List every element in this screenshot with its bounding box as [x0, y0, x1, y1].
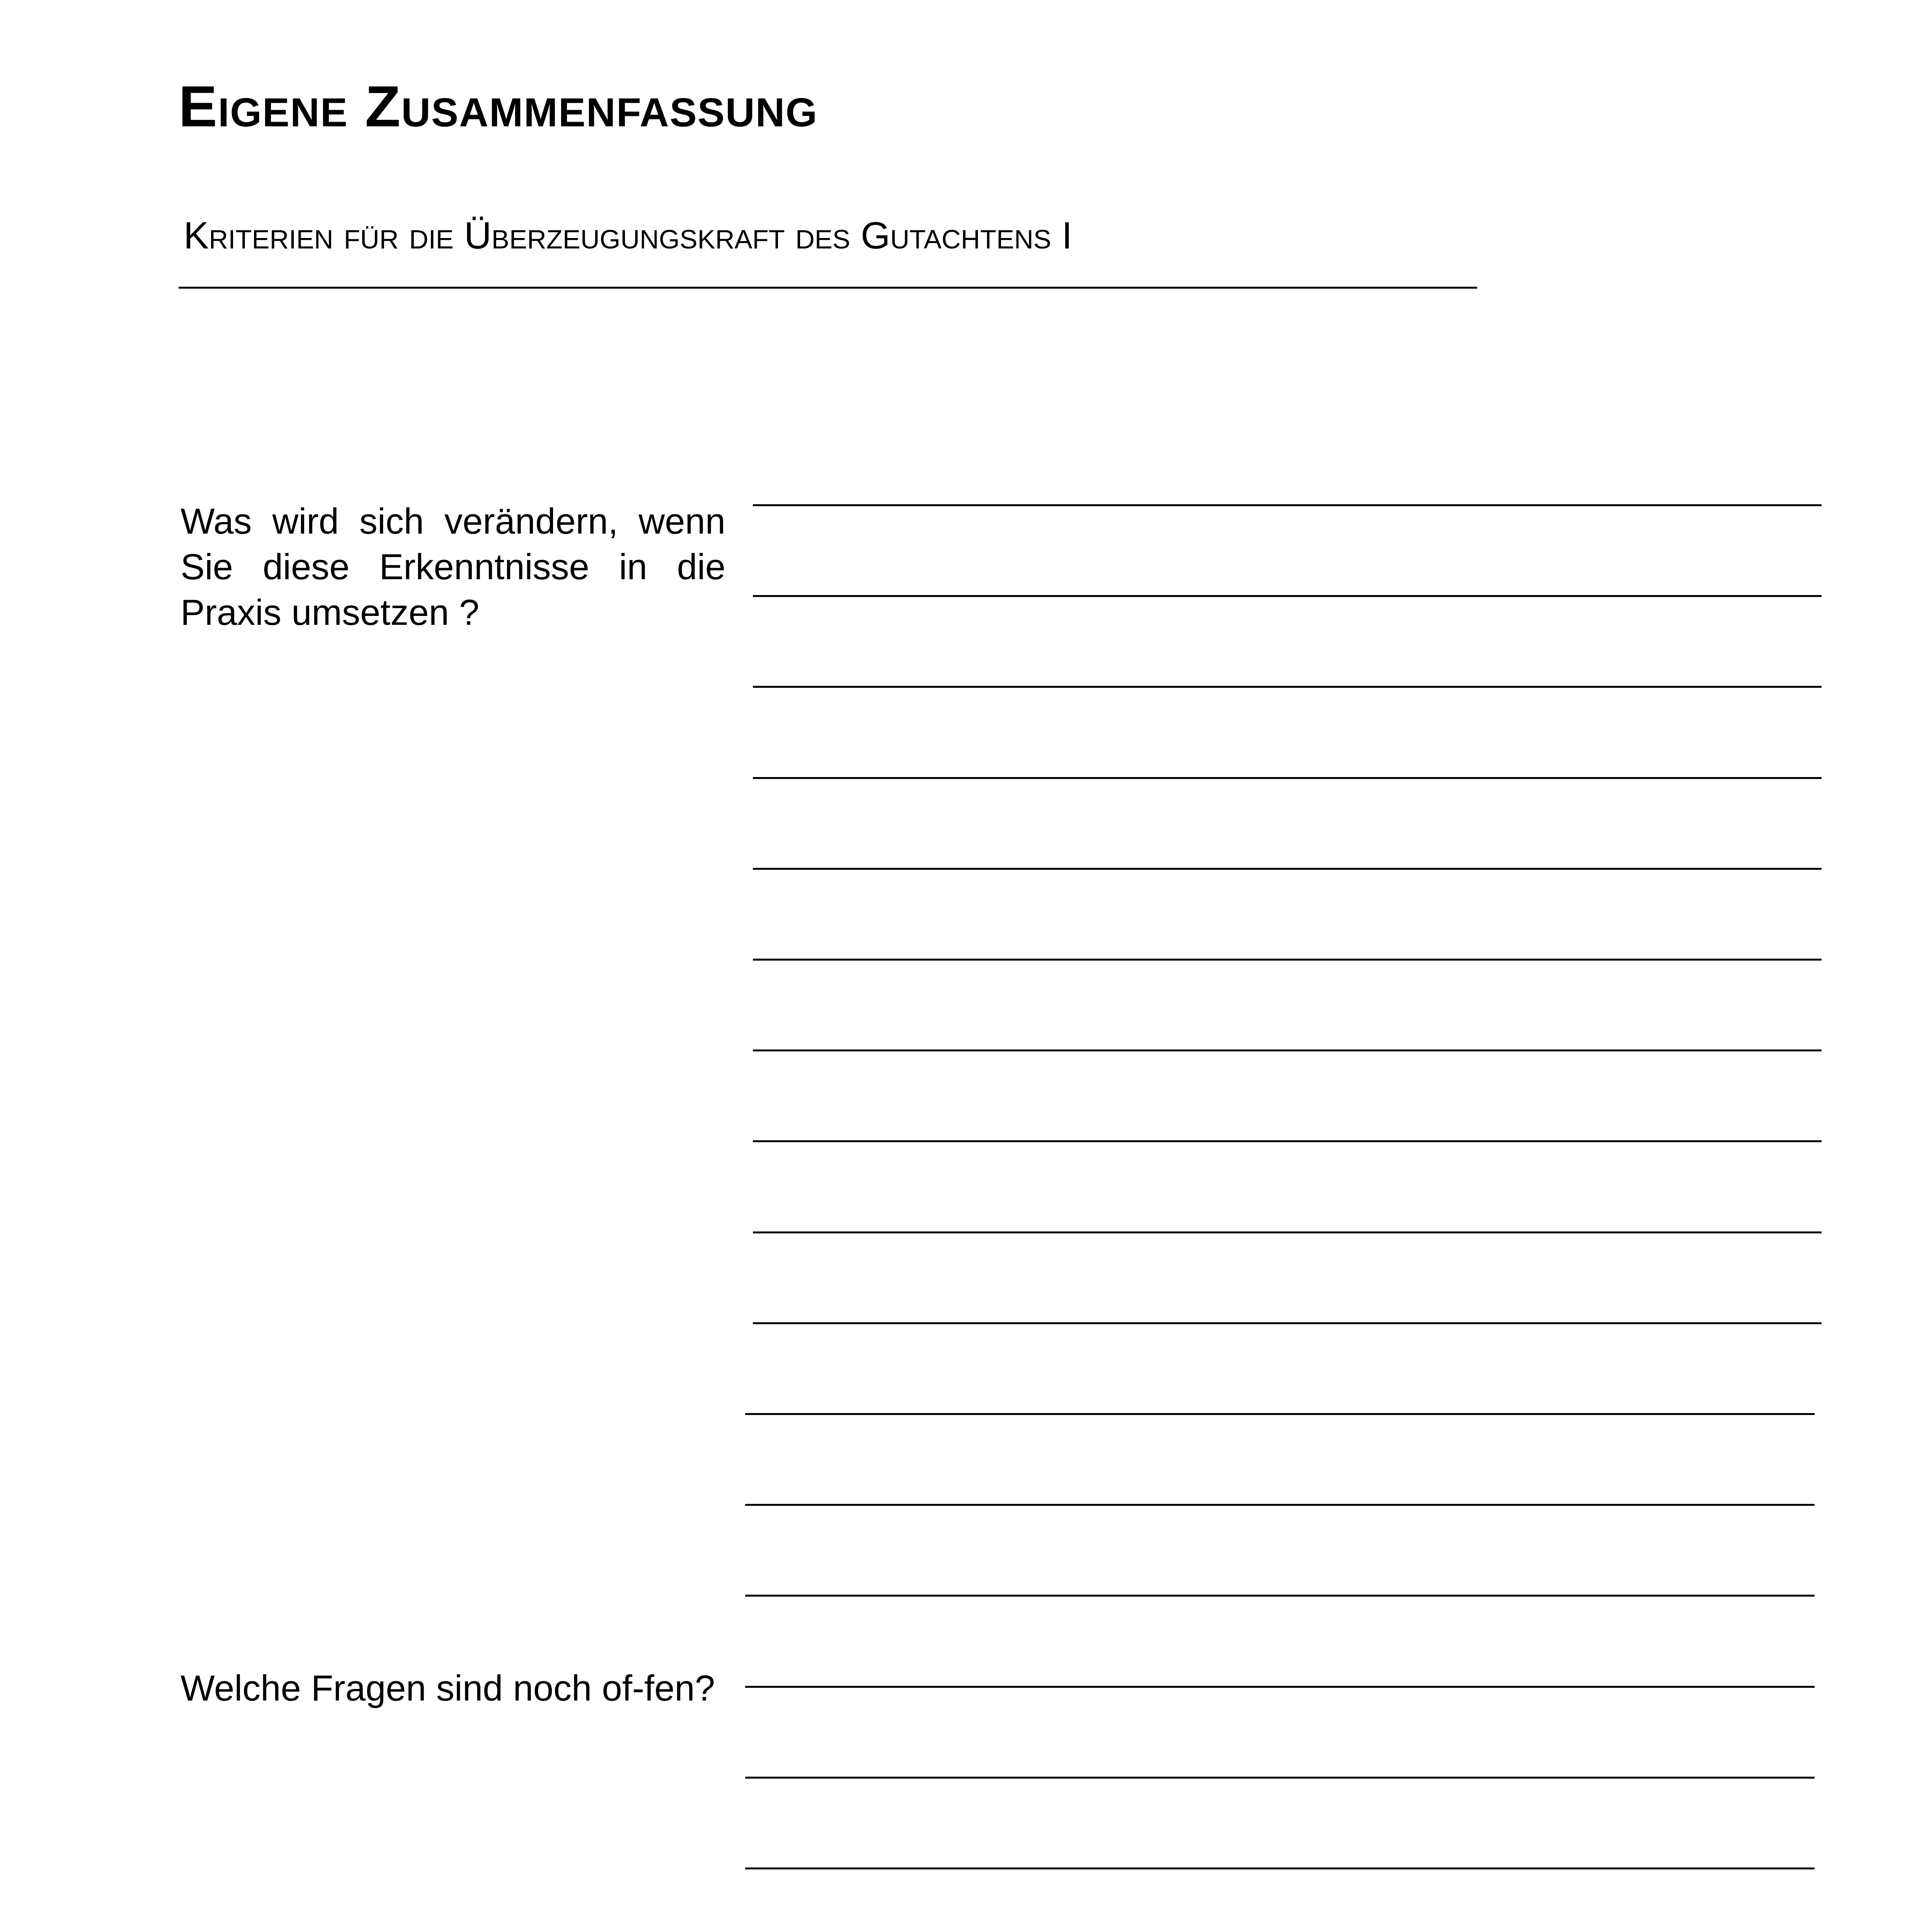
answer-line[interactable]: [753, 777, 1822, 779]
question-open-questions: Welche Fragen sind noch of-fen?: [180, 1668, 715, 1708]
answer-line[interactable]: [753, 1140, 1822, 1142]
answer-line[interactable]: [745, 1867, 1815, 1869]
answer-line[interactable]: [753, 868, 1822, 870]
page-title: Eigene Zusammenfassung: [179, 74, 818, 139]
subtitle-underline: [179, 287, 1477, 289]
section-subtitle: Kriterien für die Überzeugungskraft des Gutachtens I: [184, 214, 1073, 257]
answer-line[interactable]: [753, 595, 1822, 597]
answer-line[interactable]: [753, 959, 1822, 961]
answer-line[interactable]: [745, 1686, 1815, 1688]
answer-line[interactable]: [753, 1231, 1822, 1233]
answer-line[interactable]: [745, 1413, 1815, 1415]
answer-line[interactable]: [753, 686, 1822, 688]
answer-line[interactable]: [753, 1049, 1822, 1051]
answer-line[interactable]: [753, 504, 1822, 506]
answer-line[interactable]: [745, 1777, 1815, 1779]
answer-line[interactable]: [745, 1595, 1815, 1597]
question-changes-in-practice: Was wird sich verändern, wenn Sie diese Erkenntnisse in die Praxis umsetzen ?: [180, 501, 725, 633]
answer-line[interactable]: [753, 1322, 1822, 1324]
answer-line[interactable]: [745, 1504, 1815, 1506]
